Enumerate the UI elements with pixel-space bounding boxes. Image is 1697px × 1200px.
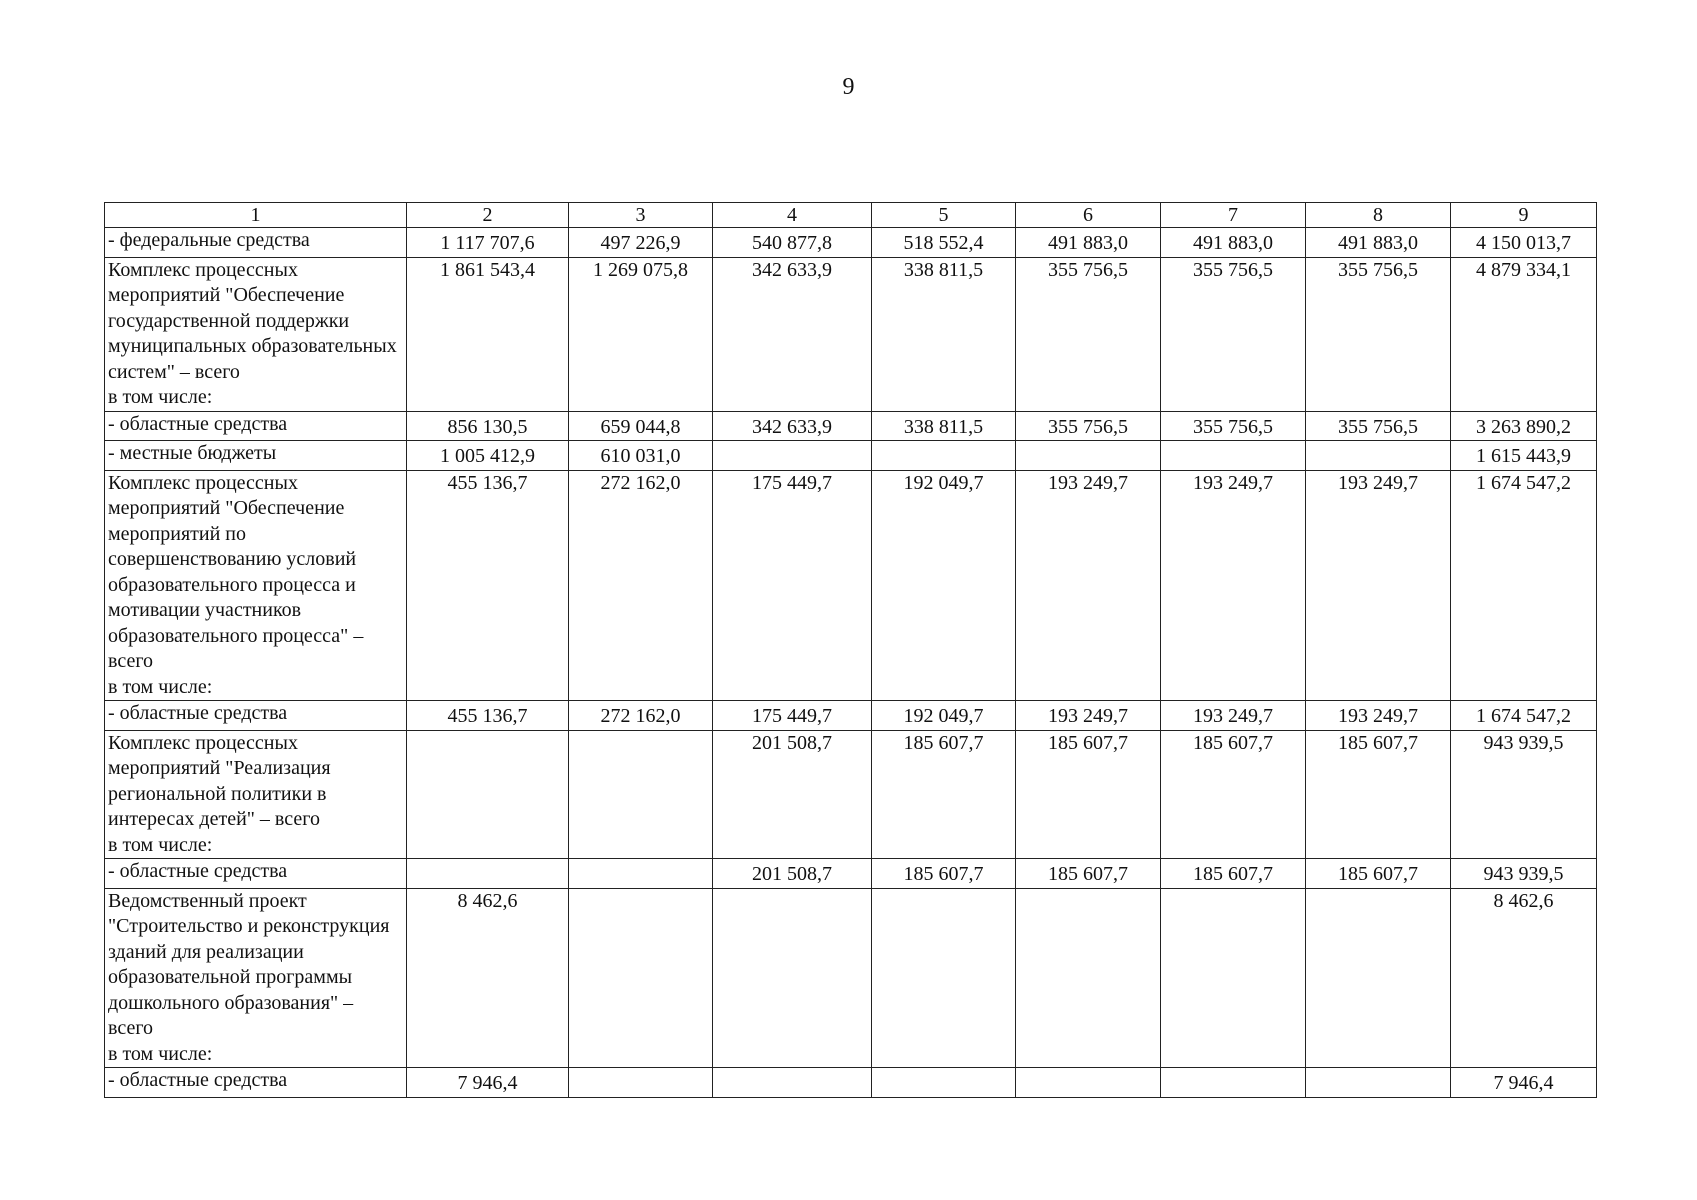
row-label bbox=[105, 470, 407, 701]
cell-value bbox=[1161, 1068, 1306, 1098]
row-label-text: Комплекс процессных мероприятий "Обеспечение мероприятий по совершенствованию условий образовательного процесса и мотивации участников образовательного процесса" – всего bbox=[108, 471, 364, 672]
table-row bbox=[105, 441, 1597, 471]
cell-value: 272 162,0 bbox=[569, 470, 713, 701]
cell-value bbox=[569, 1068, 713, 1098]
cell-value: 1 005 412,9 bbox=[407, 441, 569, 471]
page-number: 9 bbox=[842, 74, 855, 100]
cell-value bbox=[1306, 441, 1451, 471]
column-header: 1 bbox=[105, 203, 407, 228]
cell-value: 355 756,5 bbox=[1016, 257, 1161, 411]
cell-value: 491 883,0 bbox=[1306, 228, 1451, 258]
cell-value: 201 508,7 bbox=[713, 730, 872, 859]
cell-value bbox=[713, 1068, 872, 1098]
cell-value: 943 939,5 bbox=[1451, 859, 1597, 889]
cell-value: 185 607,7 bbox=[1161, 859, 1306, 889]
row-label-text: Комплекс процессных мероприятий "Обеспечение государственной поддержки муниципальных образовательных систем" – всего bbox=[108, 258, 397, 383]
table-row bbox=[105, 257, 1597, 411]
row-label: - областные средства bbox=[105, 701, 407, 731]
cell-value bbox=[569, 730, 713, 859]
row-subnote: в том числе: bbox=[108, 675, 213, 698]
table-row bbox=[105, 228, 1597, 258]
cell-value: 338 811,5 bbox=[872, 411, 1016, 441]
cell-value: 7 946,4 bbox=[407, 1068, 569, 1098]
table-row bbox=[105, 730, 1597, 859]
cell-value: 175 449,7 bbox=[713, 470, 872, 701]
cell-value: 193 249,7 bbox=[1306, 701, 1451, 731]
column-header: 4 bbox=[713, 203, 872, 228]
row-label: - местные бюджеты bbox=[105, 441, 407, 471]
cell-value bbox=[1306, 888, 1451, 1068]
table-row bbox=[105, 1068, 1597, 1098]
cell-value bbox=[569, 859, 713, 889]
cell-value: 185 607,7 bbox=[1161, 730, 1306, 859]
row-subnote: в том числе: bbox=[108, 386, 213, 408]
cell-value: 338 811,5 bbox=[872, 257, 1016, 411]
cell-value: 4 150 013,7 bbox=[1451, 228, 1597, 258]
cell-value: 518 552,4 bbox=[872, 228, 1016, 258]
cell-value: 491 883,0 bbox=[1161, 228, 1306, 258]
cell-value: 1 269 075,8 bbox=[569, 257, 713, 411]
cell-value bbox=[407, 859, 569, 889]
cell-value: 185 607,7 bbox=[1016, 859, 1161, 889]
cell-value: 355 756,5 bbox=[1161, 411, 1306, 441]
cell-value bbox=[1016, 1068, 1161, 1098]
cell-value: 8 462,6 bbox=[407, 888, 569, 1068]
cell-value: 193 249,7 bbox=[1161, 470, 1306, 701]
cell-value: 355 756,5 bbox=[1161, 257, 1306, 411]
cell-value: 355 756,5 bbox=[1016, 411, 1161, 441]
column-header: 9 bbox=[1451, 203, 1597, 228]
cell-value: 659 044,8 bbox=[569, 411, 713, 441]
cell-value bbox=[569, 888, 713, 1068]
cell-value bbox=[1306, 1068, 1451, 1098]
cell-value: 185 607,7 bbox=[872, 859, 1016, 889]
cell-value: 1 861 543,4 bbox=[407, 257, 569, 411]
cell-value bbox=[872, 1068, 1016, 1098]
column-header: 8 bbox=[1306, 203, 1451, 228]
column-header: 7 bbox=[1161, 203, 1306, 228]
column-header: 5 bbox=[872, 203, 1016, 228]
cell-value: 4 879 334,1 bbox=[1451, 257, 1597, 411]
cell-value: 455 136,7 bbox=[407, 470, 569, 701]
cell-value: 1 674 547,2 bbox=[1451, 470, 1597, 701]
column-header: 3 bbox=[569, 203, 713, 228]
cell-value: 193 249,7 bbox=[1306, 470, 1451, 701]
cell-value: 272 162,0 bbox=[569, 701, 713, 731]
table-row bbox=[105, 701, 1597, 731]
row-label bbox=[105, 730, 407, 859]
cell-value: 193 249,7 bbox=[1016, 701, 1161, 731]
cell-value: 185 607,7 bbox=[1016, 730, 1161, 859]
cell-value: 8 462,6 bbox=[1451, 888, 1597, 1068]
cell-value: 192 049,7 bbox=[872, 701, 1016, 731]
cell-value: 355 756,5 bbox=[1306, 411, 1451, 441]
cell-value bbox=[1016, 441, 1161, 471]
cell-value: 497 226,9 bbox=[569, 228, 713, 258]
table-row bbox=[105, 411, 1597, 441]
cell-value bbox=[407, 730, 569, 859]
row-label: - областные средства bbox=[105, 1068, 407, 1098]
cell-value: 1 117 707,6 bbox=[407, 228, 569, 258]
cell-value: 342 633,9 bbox=[713, 411, 872, 441]
cell-value: 185 607,7 bbox=[1306, 859, 1451, 889]
table-row bbox=[105, 859, 1597, 889]
cell-value: 185 607,7 bbox=[872, 730, 1016, 859]
cell-value bbox=[1161, 888, 1306, 1068]
column-header: 6 bbox=[1016, 203, 1161, 228]
row-label bbox=[105, 888, 407, 1068]
cell-value: 355 756,5 bbox=[1306, 257, 1451, 411]
row-label bbox=[105, 257, 407, 411]
cell-value: 193 249,7 bbox=[1016, 470, 1161, 701]
budget-table bbox=[104, 202, 1597, 1098]
cell-value: 185 607,7 bbox=[1306, 730, 1451, 859]
table-row bbox=[105, 470, 1597, 701]
row-label: - федеральные средства bbox=[105, 228, 407, 258]
cell-value bbox=[713, 888, 872, 1068]
cell-value: 7 946,4 bbox=[1451, 1068, 1597, 1098]
row-label: - областные средства bbox=[105, 411, 407, 441]
cell-value: 3 263 890,2 bbox=[1451, 411, 1597, 441]
cell-value bbox=[872, 888, 1016, 1068]
cell-value: 610 031,0 bbox=[569, 441, 713, 471]
cell-value: 943 939,5 bbox=[1451, 730, 1597, 859]
header-row bbox=[105, 203, 1597, 228]
row-label-text: Ведомственный проект "Строительство и реконструкция зданий для реализации образовательной программы дошкольного образования" – всего bbox=[108, 889, 390, 1039]
cell-value: 540 877,8 bbox=[713, 228, 872, 258]
row-subnote: в том числе: bbox=[108, 1042, 213, 1065]
cell-value: 856 130,5 bbox=[407, 411, 569, 441]
cell-value: 193 249,7 bbox=[1161, 701, 1306, 731]
column-header: 2 bbox=[407, 203, 569, 228]
cell-value: 342 633,9 bbox=[713, 257, 872, 411]
cell-value bbox=[713, 441, 872, 471]
cell-value: 1 674 547,2 bbox=[1451, 701, 1597, 731]
table-row bbox=[105, 888, 1597, 1068]
cell-value: 491 883,0 bbox=[1016, 228, 1161, 258]
cell-value bbox=[1016, 888, 1161, 1068]
row-label-text: Комплекс процессных мероприятий "Реализация региональной политики в интересах детей" – всего bbox=[108, 731, 331, 830]
row-subnote: в том числе: bbox=[108, 833, 213, 856]
cell-value bbox=[872, 441, 1016, 471]
cell-value: 175 449,7 bbox=[713, 701, 872, 731]
row-label: - областные средства bbox=[105, 859, 407, 889]
cell-value: 1 615 443,9 bbox=[1451, 441, 1597, 471]
cell-value: 201 508,7 bbox=[713, 859, 872, 889]
cell-value: 455 136,7 bbox=[407, 701, 569, 731]
cell-value bbox=[1161, 441, 1306, 471]
cell-value: 192 049,7 bbox=[872, 470, 1016, 701]
